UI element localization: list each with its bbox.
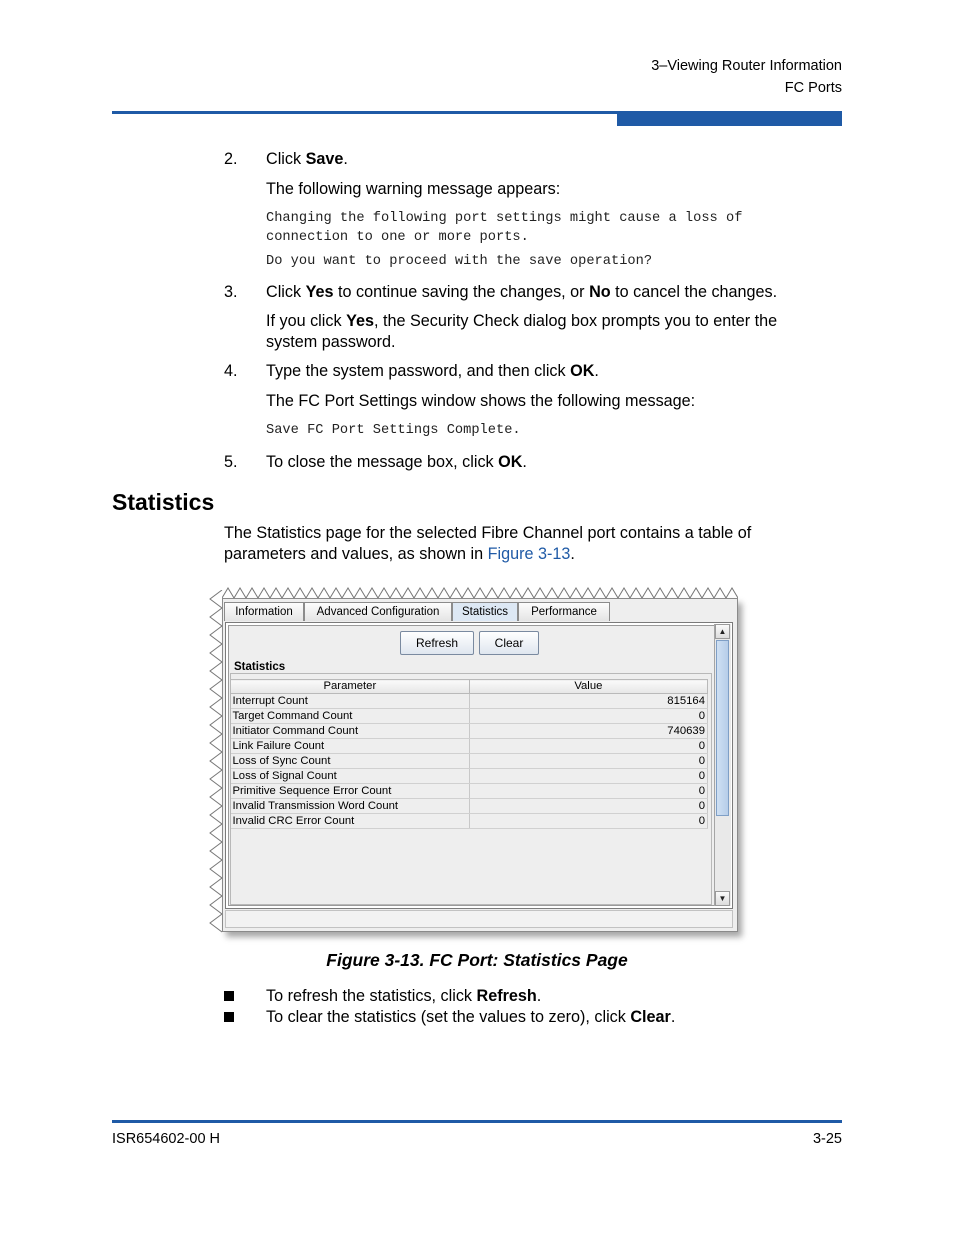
statistics-table xyxy=(230,679,708,829)
value-cell: 740639 xyxy=(469,724,707,739)
column-header-value[interactable]: Value xyxy=(469,680,707,694)
table-row[interactable] xyxy=(231,724,708,739)
value-cell: 0 xyxy=(469,769,707,784)
square-bullet-icon xyxy=(224,991,234,1001)
figure-link[interactable]: Figure 3-13 xyxy=(487,545,571,563)
table-row[interactable] xyxy=(231,814,708,829)
footer-page-number: 3-25 xyxy=(812,1131,842,1147)
table-row[interactable] xyxy=(231,694,708,709)
parameter-cell: Invalid Transmission Word Count xyxy=(231,799,470,814)
tab-advanced-configuration[interactable]: Advanced Configuration xyxy=(304,602,452,621)
table-row[interactable] xyxy=(231,709,708,724)
save-complete-message: Save FC Port Settings Complete. xyxy=(266,423,521,438)
section-title: Statistics xyxy=(112,489,215,515)
bullet-clear-text: To clear the statistics (set the values to zero), click Clear. xyxy=(266,1008,676,1026)
header-rule-accent xyxy=(617,112,842,126)
section-intro: The Statistics page for the selected Fibre Channel port contains a table of parameters and values, as shown in Figure 3-13. xyxy=(224,524,752,563)
footer-rule xyxy=(112,1120,842,1123)
scroll-thumb[interactable] xyxy=(716,640,729,816)
bullet-refresh-text: To refresh the statistics, click Refresh. xyxy=(266,987,542,1005)
parameter-cell: Loss of Signal Count xyxy=(231,769,470,784)
step-3-text: Click Yes to continue saving the changes, or No to cancel the changes. xyxy=(266,283,778,301)
value-cell: 0 xyxy=(469,799,707,814)
warning-message-line: Do you want to proceed with the save operation? xyxy=(266,254,653,269)
step-number: 3. xyxy=(224,283,238,301)
column-header-parameter[interactable]: Parameter xyxy=(231,680,470,694)
step-number: 5. xyxy=(224,453,238,471)
value-cell: 0 xyxy=(469,754,707,769)
value-cell: 0 xyxy=(469,709,707,724)
tab-performance[interactable]: Performance xyxy=(518,602,610,621)
warning-message-line: Changing the following port settings might cause a loss of xyxy=(266,211,743,226)
statistics-group-label: Statistics xyxy=(234,661,286,673)
step-4-text: Type the system password, and then click OK. xyxy=(266,362,599,380)
value-cell: 815164 xyxy=(469,694,707,709)
parameter-cell: Initiator Command Count xyxy=(231,724,470,739)
value-cell: 0 xyxy=(469,784,707,799)
running-header-section: FC Ports xyxy=(784,80,842,96)
step-3-note: If you click Yes, the Security Check dialog box prompts you to enter the system password. xyxy=(266,312,778,351)
table-row[interactable] xyxy=(231,769,708,784)
parameter-cell: Interrupt Count xyxy=(231,694,470,709)
warning-message-line: connection to one or more ports. xyxy=(266,230,529,245)
parameter-cell: Invalid CRC Error Count xyxy=(231,814,470,829)
parameter-cell: Target Command Count xyxy=(231,709,470,724)
table-row[interactable] xyxy=(231,754,708,769)
vertical-scrollbar[interactable] xyxy=(714,624,731,906)
figure-caption: Figure 3-13. FC Port: Statistics Page xyxy=(326,950,628,970)
tab-statistics[interactable]: Statistics xyxy=(452,602,518,621)
square-bullet-icon xyxy=(224,1012,234,1022)
parameter-cell: Primitive Sequence Error Count xyxy=(231,784,470,799)
tab-information[interactable]: Information xyxy=(224,602,304,621)
refresh-button[interactable]: Refresh xyxy=(400,631,474,655)
step-number: 4. xyxy=(224,362,238,380)
footer-doc-id: ISR654602-00 H xyxy=(112,1131,221,1147)
step-4-note: The FC Port Settings window shows the following message: xyxy=(266,392,696,410)
running-header-chapter: 3–Viewing Router Information xyxy=(651,58,842,74)
value-cell: 0 xyxy=(469,739,707,754)
step-5-text: To close the message box, click OK. xyxy=(266,453,527,471)
scroll-up-icon[interactable]: ▲ xyxy=(715,624,730,639)
scroll-down-icon[interactable]: ▼ xyxy=(715,891,730,906)
window-status-bar xyxy=(225,910,733,928)
table-row[interactable] xyxy=(231,799,708,814)
clear-button[interactable]: Clear xyxy=(479,631,539,655)
value-cell: 0 xyxy=(469,814,707,829)
parameter-cell: Link Failure Count xyxy=(231,739,470,754)
table-row[interactable] xyxy=(231,739,708,754)
step-2-text: Click Save. xyxy=(266,150,348,168)
step-number: 2. xyxy=(224,150,238,168)
table-row[interactable] xyxy=(231,784,708,799)
step-2-note: The following warning message appears: xyxy=(266,180,561,198)
parameter-cell: Loss of Sync Count xyxy=(231,754,470,769)
